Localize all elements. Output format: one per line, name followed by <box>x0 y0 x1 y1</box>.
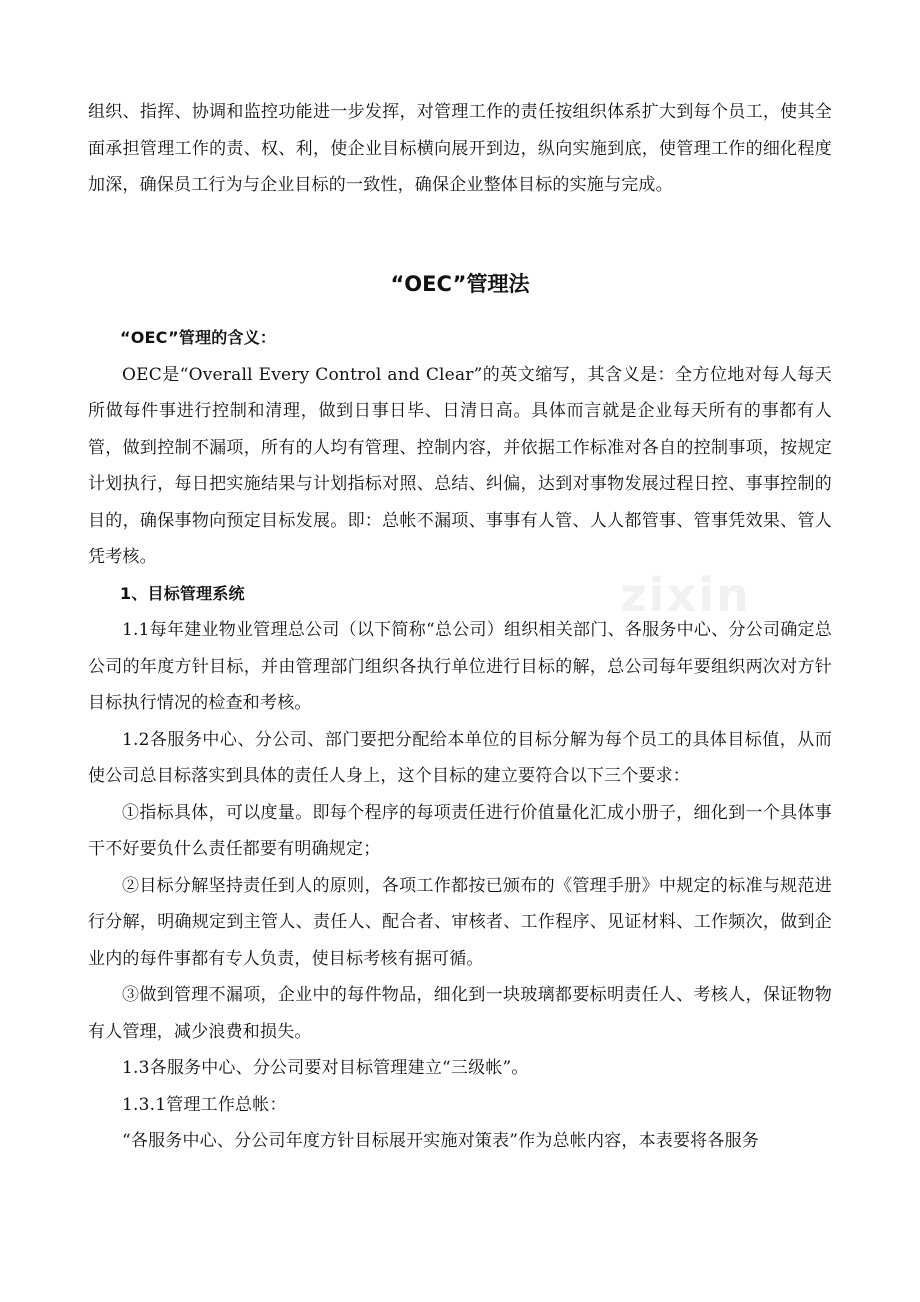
meaning-paragraph: OEC是“Overall Every Control and Clear”的英文缩写，其含义是：全方位地对每人每天所做每件事进行控制和清理，做到日事日毕、日清日高。具体而言就是企业每天所有的事都有人管，做到控制不漏项，所有的人均有管理、控制内容，并依据工作标准对各自的控制事项，按规定计划执行，每日把实施结果与计划指标对照、总结、纠偏，达到对事物发展过程日控、事事控制的目的，确保事物向预定目标发展。即：总帐不漏项、事事有人管、人人都管事、管事凭效果、管人凭考核。 <box>88 364 832 567</box>
section-title: “OEC”管理法 <box>390 272 530 296</box>
paragraph-1-2: 1.2各服务中心、分公司、部门要把分配给本单位的目标分解为每个员工的具体目标值，从而使公司总目标落实到具体的责任人身上，这个目标的建立要符合以下三个要求： <box>88 729 832 786</box>
intro-paragraph: 组织、指挥、协调和监控功能进一步发挥，对管理工作的责任按组织体系扩大到每个员工，使其全面承担管理工作的责、权、利，使企业目标横向展开到边，纵向实施到底，使管理工作的细化程度加深，确保员工行为与企业目标的一致性，确保企业整体目标的实施与完成。 <box>88 102 832 195</box>
section-body <box>88 320 832 1160</box>
paragraph-1-1: 1.1每年建业物业管理总公司（以下简称“总公司）组织相关部门、各服务中心、分公司确定总公司的年度方针目标，并由管理部门组织各执行单位进行目标的解，总公司每年要组织两次对方针目标执行情况的检查和考核。 <box>88 620 832 713</box>
meaning-heading: “OEC”管理的含义： <box>120 328 277 347</box>
paragraph-last: “各服务中心、分公司年度方针目标展开实施对策表”作为总帐内容，本表要将各服务 <box>122 1131 759 1151</box>
requirement-2: ②目标分解坚持责任到人的原则，各项工作都按已颁布的《管理手册》中规定的标准与规范进行分解，明确规定到主管人、责任人、配合者、审核者、工作程序、见证材料、工作频次，做到企业内的每件事都有专人负责，使目标考核有据可循。 <box>88 875 832 969</box>
paragraph-1-3-1: 1.3.1管理工作总帐： <box>122 1094 287 1115</box>
requirement-3: ③做到管理不漏项，企业中的每件物品，细化到一块玻璃都要标明责任人、考核人，保证物物有人管理，减少浪费和损失。 <box>88 985 832 1042</box>
system-heading: 1、目标管理系统 <box>120 583 245 603</box>
watermark: zixin <box>620 568 751 622</box>
requirement-1: ①指标具体，可以度量。即每个程序的每项责任进行价值量化汇成小册子，细化到一个具体事干不好要负什么责任都要有明确规定； <box>88 802 832 859</box>
intro-block <box>88 94 832 204</box>
paragraph-1-3: 1.3各服务中心、分公司要对目标管理建立“三级帐”。 <box>122 1058 529 1078</box>
